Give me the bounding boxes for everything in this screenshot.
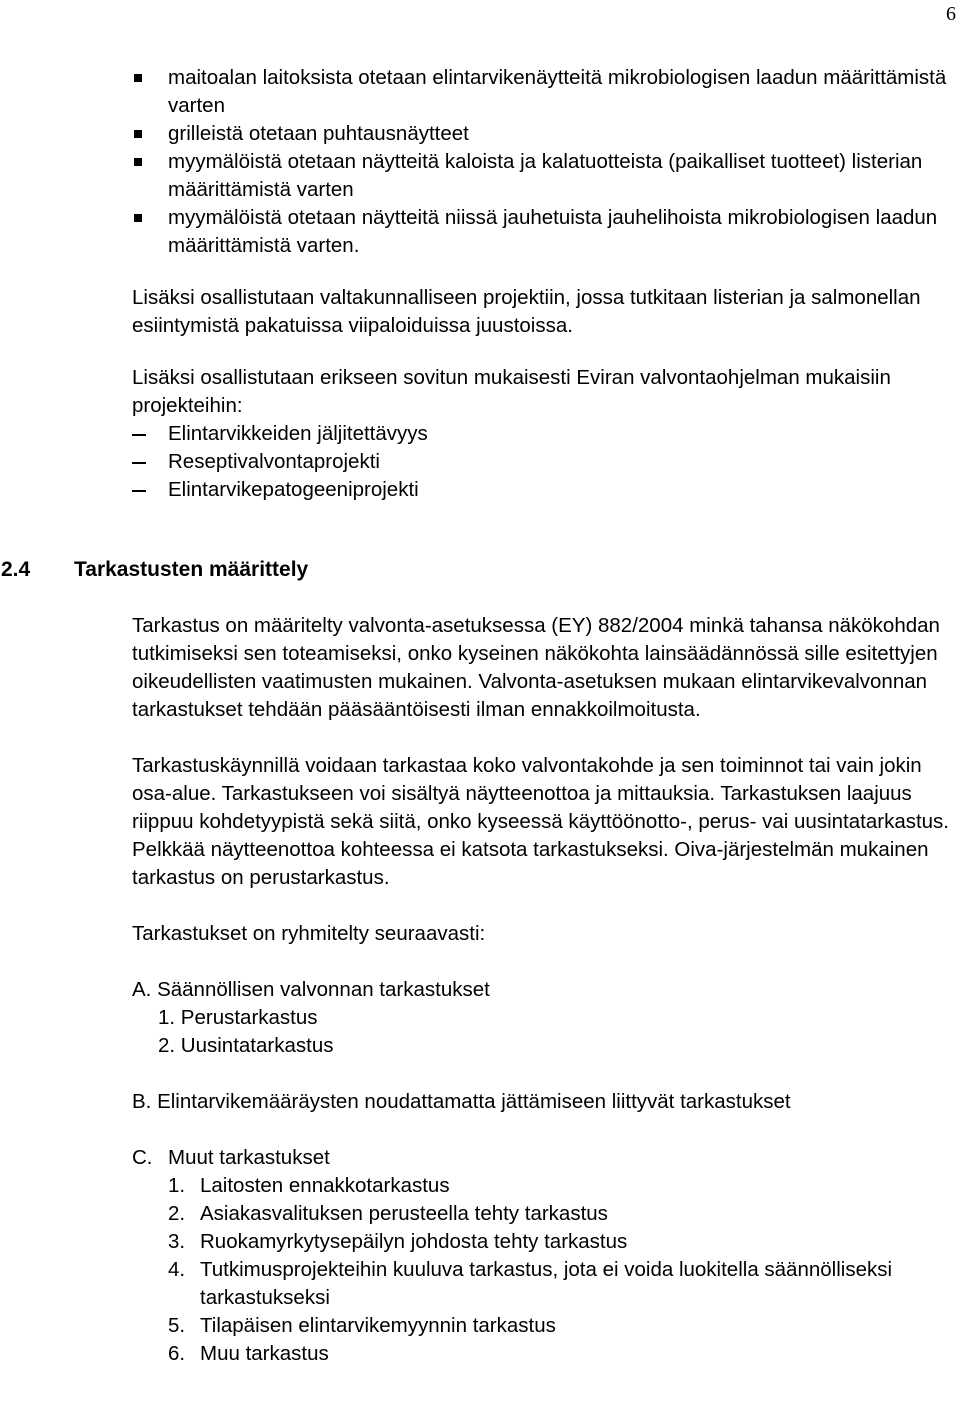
list-item [132,1312,958,1340]
list-item [132,148,958,204]
square-bullet-icon [134,214,142,222]
paragraph-inspection-visit: Tarkastuskäynnillä voidaan tarkastaa koko valvontakohde ja sen toiminnot tai vain jokin osa-alue. Tarkastukseen voi sisältyä näytteenottoa ja mittauksia. Tarkastuksen laajuus riippuu kohdetyypistä sekä siitä, onko kyseessä käyttöönotto-, perus- vai uusintatarkastus. Pelkkää näytteenottoa kohteessa ei katsota tarkastukseksi. Oiva-järjestelmän mukainen tarkastus on perustarkastus. [132,754,950,889]
section-number: 2.4 [1,558,31,581]
dash-bullet-icon [132,490,146,492]
list-item [132,448,958,476]
paragraph-grouping-intro: Tarkastukset on ryhmitelty seuraavasti: [132,922,486,945]
list-item-text: grilleistä otetaan puhtausnäytteet [168,122,469,145]
list-item-text: Asiakasvalituksen perusteella tehty tarkastus [200,1202,608,1225]
list-item [132,420,958,448]
group-b-label: B. Elintarvikemääräysten noudattamatta jättämiseen liittyvät tarkastukset [132,1090,791,1113]
item-number: 4. [168,1258,186,1281]
dash-bullet-icon [132,434,146,436]
group-c-letter: C. [132,1146,153,1169]
list-item: 1. Perustarkastus [158,1006,318,1029]
dash-list [132,420,958,504]
list-item [132,1172,958,1200]
group-a-list [132,1004,958,1060]
list-item-text: Tilapäisen elintarvikemyynnin tarkastus [200,1314,556,1337]
list-item: 2. Uusintatarkastus [158,1034,334,1057]
list-item-text: Ruokamyrkytysepäilyn johdosta tehty tarkastus [200,1230,628,1253]
list-item-text: maitoalan laitoksista otetaan elintarvikenäytteitä mikrobiologisen laadun määrittämistä varten [168,66,947,117]
group-a [132,976,958,1060]
list-item-text: Reseptivalvontaprojekti [168,450,380,473]
group-c-heading [132,1144,958,1172]
list-item [132,1228,958,1256]
group-a-label: A. Säännöllisen valvonnan tarkastukset [132,978,490,1001]
list-item [132,1200,958,1228]
group-c-list [132,1172,958,1368]
list-item-text: Tutkimusprojekteihin kuuluva tarkastus, jota ei voida luokitella säännölliseksi tarkastukseksi [200,1258,893,1309]
square-bullet-list [132,64,958,260]
page-number: 6 [946,3,956,25]
paragraph-national-project: Lisäksi osallistutaan valtakunnalliseen projektiin, jossa tutkitaan listerian ja salmonellan esiintymistä pakatuissa viipaloiduissa juustoissa. [132,286,921,337]
list-item [132,1256,958,1312]
item-number: 6. [168,1342,186,1365]
square-bullet-icon [134,158,142,166]
section-title: Tarkastusten määrittely [74,558,309,581]
document-body [1,64,958,1368]
group-c-label: Muut tarkastukset [168,1146,330,1169]
paragraph-definition: Tarkastus on määritelty valvonta-asetuksessa (EY) 882/2004 minkä tahansa näkökohdan tutkimiseksi sen toteamiseksi, onko kyseinen näkökohta lainsäädännössä sille esitettyjen oikeudellisten vaatimusten mukainen. Valvonta-asetuksen mukaan elintarvikevalvonnan tarkastukset tehdään pääsääntöisesti ilman ennakkoilmoitusta. [132,614,940,721]
item-number: 3. [168,1230,186,1253]
group-c [132,1144,958,1368]
list-item-text: myymälöistä otetaan näytteitä kaloista ja kalatuotteista (paikalliset tuotteet) listerian määrittämistä varten [168,150,923,201]
list-item [132,64,958,120]
list-item-text: Laitosten ennakkotarkastus [200,1174,450,1197]
item-number: 1. [168,1174,186,1197]
list-item [132,120,958,148]
square-bullet-icon [134,74,142,82]
dash-bullet-icon [132,462,146,464]
list-item [132,476,958,504]
list-item-text: Elintarvikepatogeeniprojekti [168,478,419,501]
item-number: 2. [168,1202,186,1225]
list-item-text: Elintarvikkeiden jäljitettävyys [168,422,428,445]
square-bullet-icon [134,130,142,138]
section-heading [1,556,958,584]
list-item [132,204,958,260]
paragraph-evira-projects: Lisäksi osallistutaan erikseen sovitun mukaisesti Eviran valvontaohjelman mukaisiin projekteihin: [132,366,891,417]
list-item [132,1340,958,1368]
item-number: 5. [168,1314,186,1337]
list-item-text: Muu tarkastus [200,1342,329,1365]
list-item-text: myymälöistä otetaan näytteitä niissä jauhetuista jauhelihoista mikrobiologisen laadun määrittämistä varten. [168,206,938,257]
